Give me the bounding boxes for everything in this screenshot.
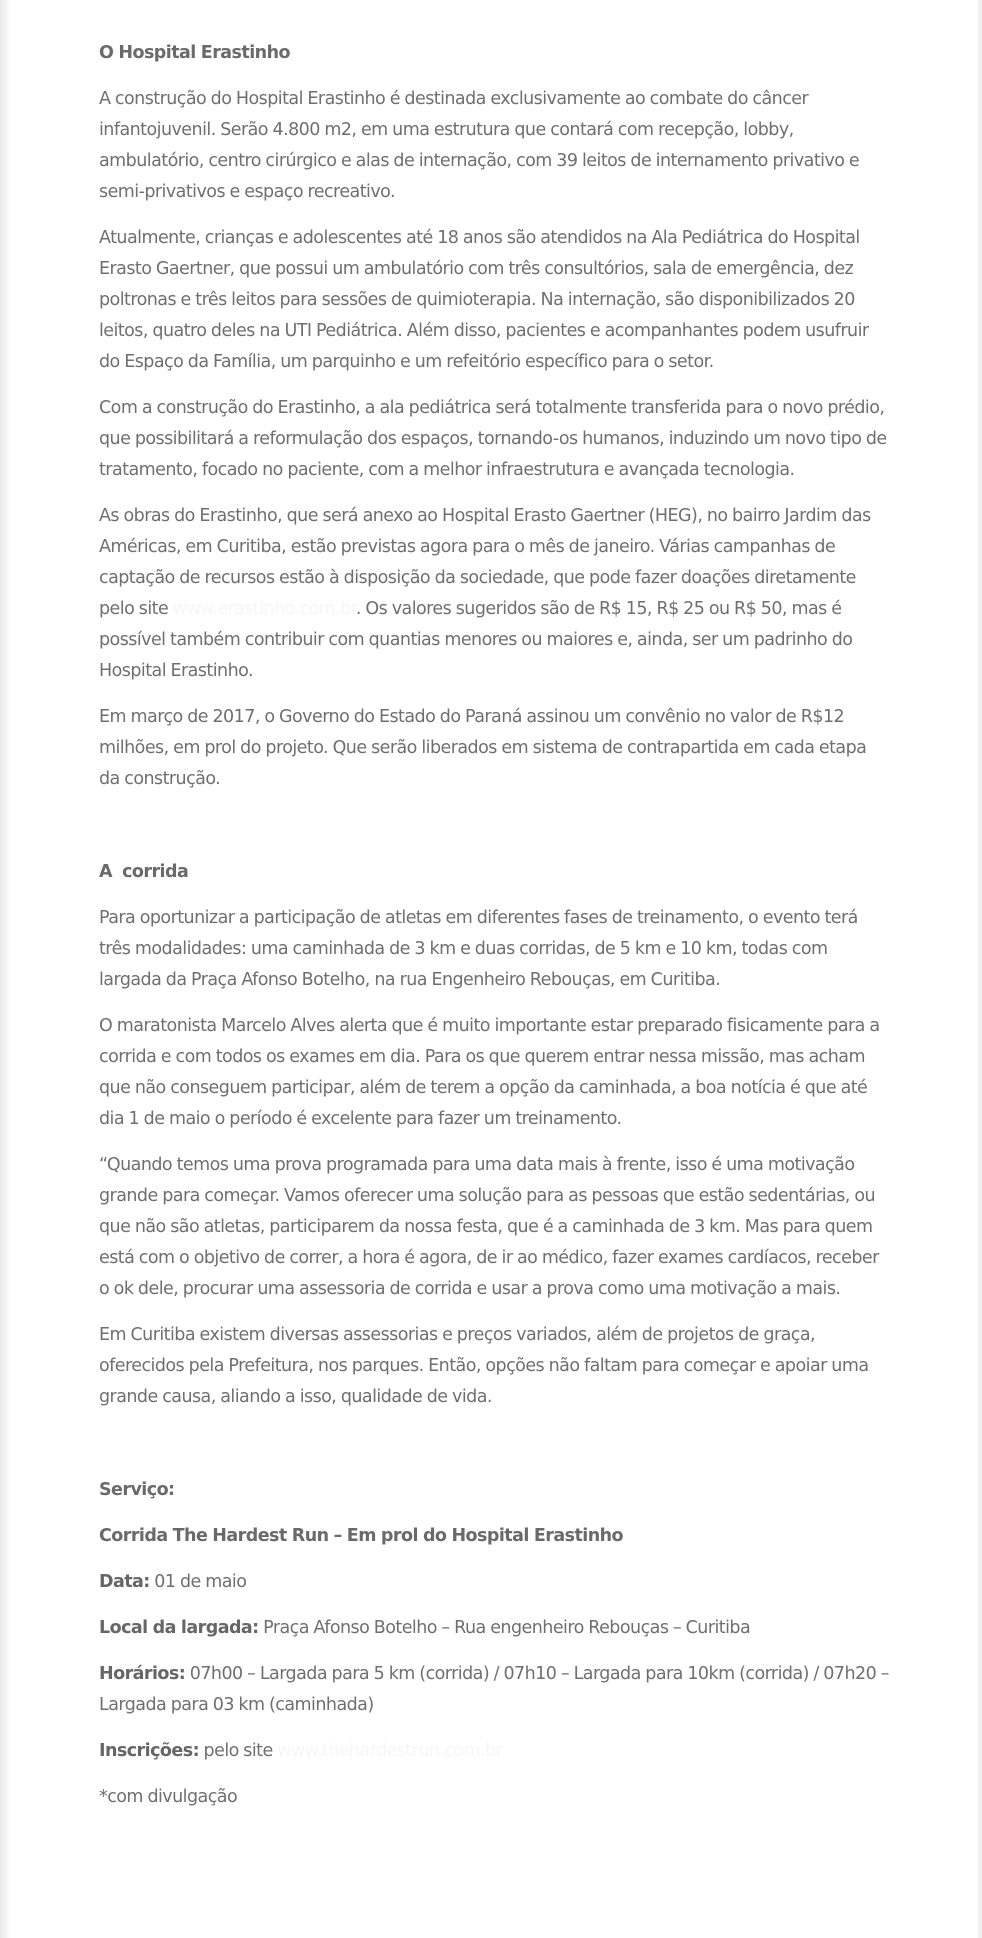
paragraph: “Quando temos uma prova programada para uma data mais à frente, isso é uma motivação grande para começar. Vamos oferecer uma solução para as pessoas que estão sedentárias, ou que não são atletas, participarem da nossa festa, que é a caminhada de 3 km. Mas para quem está com o objetivo de correr, a hora é agora, de ir ao médico, fazer exames cardíacos, receber o ok dele, procurar uma assessoria de corrida e usar a prova como uma motivação a mais. xyxy=(99,1155,879,1299)
right-scrollbar-track xyxy=(978,0,982,1938)
section-spacer xyxy=(99,810,889,857)
paragraph: A construção do Hospital Erastinho é destinada exclusivamente ao combate do câncer infantojuvenil. Serão 4.800 m2, em uma estrutura que contará com recepção, lobby, ambulatório, centro cirúrgico e alas de internação, com 39 leitos de internamento privativo e semi-privativos e espaço recreativo. xyxy=(99,89,860,202)
paragraph: Atualmente, crianças e adolescentes até 18 anos são atendidos na Ala Pediátrica do Hospital Erasto Gaertner, que possui um ambulatório com três consultórios, sala de emergência, dez poltronas e três leitos para sessões de quimioterapia. Na internação, são disponibilizados 20 leitos, quatro deles na UTI Pediátrica. Além disso, pacientes e acompanhantes podem usufruir do Espaço da Família, um parquinho e um refeitório específico para o setor. xyxy=(99,228,869,372)
service-value: pelo site xyxy=(199,1741,278,1761)
paragraph: Em Curitiba existem diversas assessorias e preços variados, além de projetos de graça, oferecidos pela Prefeitura, nos parques. Então, opções não faltam para começar e apoiar uma grande causa, aliando a isso, qualidade de vida. xyxy=(99,1325,869,1407)
donation-site-link[interactable]: www.erastinho.com.br xyxy=(172,599,356,619)
paragraph: Para oportunizar a participação de atletas em diferentes fases de treinamento, o evento terá três modalidades: uma caminhada de 3 km e duas corridas, de 5 km e 10 km, todas com largada da Praça Afonso Botelho, na rua Engenheiro Rebouças, em Curitiba. xyxy=(99,908,858,990)
section-heading-servico: Serviço: xyxy=(99,1480,175,1500)
registration-site-link[interactable]: www.thehardestrun.com.br xyxy=(277,1741,503,1761)
left-edge-shade xyxy=(0,0,9,1938)
paragraph-text: . Os valores sugeridos são de R$ 15, R$ 25 ou R$ 50, mas é possível também contribuir com quantias menores ou maiores e, ainda, ser um padrinho do Hospital Erastinho. xyxy=(99,599,853,681)
paragraph: O maratonista Marcelo Alves alerta que é muito importante estar preparado fisicamente para a corrida e com todos os exames em dia. Para os que querem entrar nessa missão, mas acham que não conseguem participar, além de terem a opção da caminhada, a boa notícia é que até dia 1 de maio o período é excelente para fazer um treinamento. xyxy=(99,1016,880,1129)
service-label: Local da largada: xyxy=(99,1618,259,1638)
paragraph-text: As obras do Erastinho, que será anexo ao Hospital Erasto Gaertner (HEG), no bairro Jardim das Américas, em Curitiba, estão previstas agora para o mês de janeiro. Várias campanhas de captação de recursos estão à disposição da sociedade, que pode fazer doações diretamente pelo site xyxy=(99,506,871,619)
service-location xyxy=(99,1613,889,1644)
paragraph: Em março de 2017, o Governo do Estado do Paraná assinou um convênio no valor de R$12 milhões, em prol do projeto. Que serão liberados em sistema de contrapartida em cada etapa da construção. xyxy=(99,707,867,789)
section-heading-corrida: A corrida xyxy=(99,862,189,882)
article-body xyxy=(99,38,889,1828)
event-title: Corrida The Hardest Run – Em prol do Hospital Erastinho xyxy=(99,1526,624,1546)
service-label: Inscrições: xyxy=(99,1741,200,1761)
section-heading-hospital: O Hospital Erastinho xyxy=(99,43,290,63)
paragraph: Com a construção do Erastinho, a ala pediátrica será totalmente transferida para o novo prédio, que possibilitará a reformulação dos espaços, tornando-os humanos, induzindo um novo tipo de tratamento, focado no paciente, com a melhor infraestrutura e avançada tecnologia. xyxy=(99,398,887,480)
footnote: *com divulgação xyxy=(99,1787,238,1807)
service-schedule xyxy=(99,1659,889,1721)
service-value: 01 de maio xyxy=(149,1572,247,1592)
paragraph xyxy=(99,501,889,687)
service-date xyxy=(99,1567,889,1598)
service-label: Horários: xyxy=(99,1664,186,1684)
service-value: 07h00 – Largada para 5 km (corrida) / 07h10 – Largada para 10km (corrida) / 07h20 – Largada para 03 km (caminhada) xyxy=(99,1664,889,1715)
section-spacer xyxy=(99,1428,889,1475)
service-registration xyxy=(99,1736,889,1767)
service-label: Data: xyxy=(99,1572,150,1592)
service-value: Praça Afonso Botelho – Rua engenheiro Rebouças – Curitiba xyxy=(258,1618,751,1638)
